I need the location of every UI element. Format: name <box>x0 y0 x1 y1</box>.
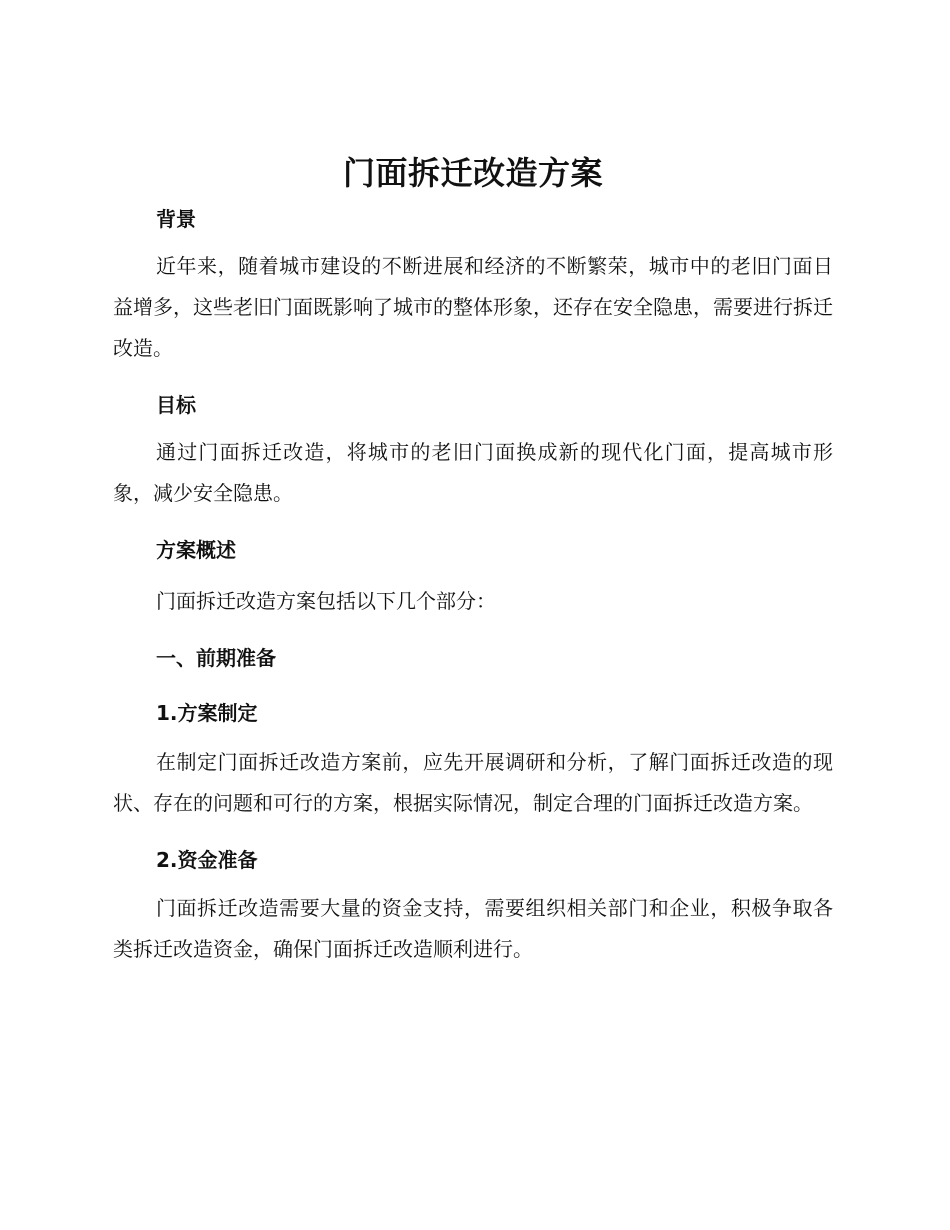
page-title: 门面拆迁改造方案 <box>342 154 603 192</box>
heading-overview: 方案概述 <box>156 538 236 562</box>
paragraph-funding: 门面拆迁改造需要大量的资金支持，需要组织相关部门和企业，积极争取各类拆迁改造资金，确保门面拆迁改造顺利进行。 <box>113 896 833 961</box>
paragraph-plan-making: 在制定门面拆迁改造方案前，应先开展调研和分析，了解门面拆迁改造的现状、存在的问题和可行的方案，根据实际情况，制定合理的门面拆迁改造方案。 <box>113 750 833 815</box>
heading-goal: 目标 <box>156 393 196 417</box>
heading-background: 背景 <box>156 207 196 231</box>
paragraph-goal: 通过门面拆迁改造，将城市的老旧门面换成新的现代化门面，提高城市形象，减少安全隐患。 <box>113 440 833 505</box>
heading-funding: 2.资金准备 <box>156 848 258 872</box>
heading-plan-making: 1.方案制定 <box>156 701 258 725</box>
heading-preparation: 一、前期准备 <box>156 646 276 670</box>
paragraph-overview: 门面拆迁改造方案包括以下几个部分： <box>156 589 496 613</box>
document-body <box>113 150 833 970</box>
paragraph-background: 近年来，随着城市建设的不断进展和经济的不断繁荣，城市中的老旧门面日益增多，这些老旧门面既影响了城市的整体形象，还存在安全隐患，需要进行拆迁改造。 <box>113 254 833 360</box>
